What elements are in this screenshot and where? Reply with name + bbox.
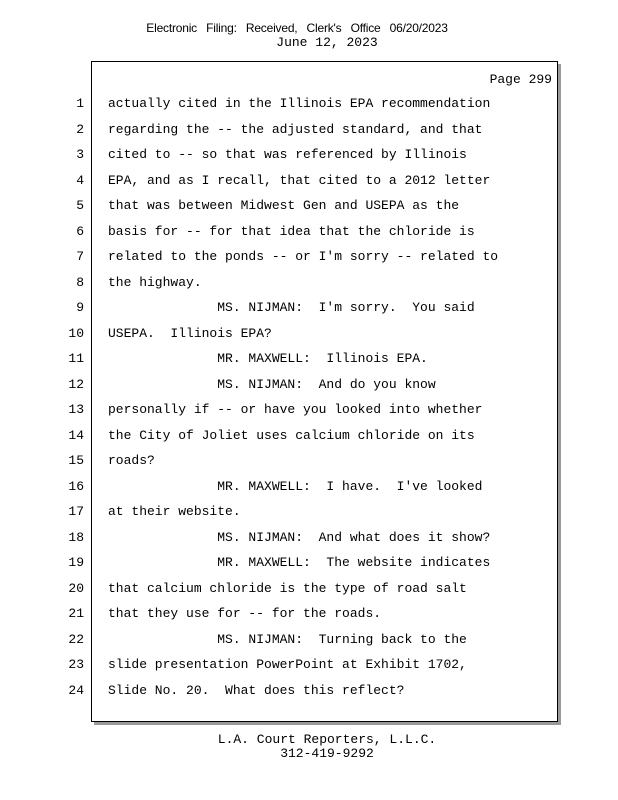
- transcript-line: [0, 530, 618, 550]
- line-number: 4: [76, 172, 84, 188]
- line-text: that was between Midwest Gen and USEPA as the: [108, 198, 460, 213]
- line-number: 21: [68, 606, 84, 621]
- transcript-line: [0, 453, 618, 473]
- transcript-line: [0, 479, 618, 499]
- footer: [0, 733, 618, 761]
- transcript-line: [0, 657, 618, 677]
- line-text: the City of Joliet uses calcium chloride on its: [108, 427, 475, 443]
- line-number: 3: [76, 147, 84, 162]
- line-text: cited to -- so that was referenced by Illinois: [108, 147, 467, 162]
- transcript-line: [0, 402, 618, 422]
- line-text: that they use for -- for the roads.: [108, 606, 382, 621]
- transcript-line: [0, 224, 618, 244]
- transcript-line: [0, 606, 618, 626]
- line-text: regarding the -- the adjusted standard, and that: [108, 121, 483, 137]
- line-number: 20: [68, 580, 84, 596]
- filing-stamp: Electronic Filing: Received, Clerk's Office 06/20/2023: [146, 21, 448, 35]
- line-text: that calcium chloride is the type of road salt: [108, 580, 467, 596]
- line-text: MR. MAXWELL: I have. I've looked: [108, 478, 483, 494]
- line-text: the highway.: [108, 274, 202, 290]
- transcript-line: [0, 275, 618, 295]
- line-text: roads?: [108, 453, 155, 468]
- line-number: 8: [76, 274, 84, 290]
- line-text: at their website.: [108, 504, 241, 519]
- line-number: 9: [76, 300, 84, 315]
- transcript-line: [0, 300, 618, 320]
- transcript-line: [0, 96, 618, 116]
- line-number: 6: [76, 223, 84, 239]
- line-text: actually cited in the Illinois EPA recommendation: [108, 96, 491, 111]
- line-text: MS. NIJMAN: Turning back to the: [108, 631, 467, 647]
- line-text: basis for -- for that idea that the chloride is: [108, 223, 475, 239]
- line-text: MS. NIJMAN: I'm sorry. You said: [108, 300, 475, 315]
- line-number: 24: [68, 682, 84, 698]
- line-text: slide presentation PowerPoint at Exhibit 1702,: [108, 657, 467, 672]
- line-text: MS. NIJMAN: And what does it show?: [108, 529, 491, 545]
- line-text: USEPA. Illinois EPA?: [108, 325, 272, 341]
- reporter-company: L.A. Court Reporters, L.L.C.: [217, 732, 437, 747]
- transcript-line: [0, 249, 618, 269]
- page-number: Page 299: [489, 72, 552, 87]
- line-number: 1: [76, 96, 84, 111]
- line-number: 17: [68, 504, 84, 519]
- transcript-date: June 12, 2023: [276, 35, 378, 50]
- transcript-line: [0, 147, 618, 167]
- line-number: 5: [76, 198, 84, 213]
- transcript-line: [0, 351, 618, 371]
- reporter-phone: 312-419-9292: [280, 746, 374, 761]
- line-number: 23: [68, 657, 84, 672]
- line-number: 13: [68, 402, 84, 417]
- line-text: MR. MAXWELL: The website indicates: [108, 555, 491, 570]
- line-text: MR. MAXWELL: Illinois EPA.: [108, 351, 428, 366]
- transcript-line: [0, 326, 618, 346]
- line-number: 12: [68, 376, 84, 392]
- line-text: personally if -- or have you looked into whether: [108, 402, 483, 417]
- line-number: 22: [68, 631, 84, 647]
- line-number: 19: [68, 555, 84, 570]
- transcript-line: [0, 173, 618, 193]
- transcript-line: [0, 377, 618, 397]
- line-number: 15: [68, 453, 84, 468]
- line-number: 14: [68, 427, 84, 443]
- line-text: MS. NIJMAN: And do you know: [108, 376, 436, 392]
- transcript-line: [0, 683, 618, 703]
- line-text: EPA, and as I recall, that cited to a 2012 letter: [108, 172, 491, 188]
- line-number: 16: [68, 478, 84, 494]
- line-text: related to the ponds -- or I'm sorry -- related to: [108, 249, 499, 264]
- line-number: 7: [76, 249, 84, 264]
- transcript-line: [0, 504, 618, 524]
- line-number: 10: [68, 325, 84, 341]
- transcript-line: [0, 555, 618, 575]
- line-number: 18: [68, 529, 84, 545]
- line-number: 11: [68, 351, 84, 366]
- transcript-line: [0, 428, 618, 448]
- transcript-line: [0, 198, 618, 218]
- transcript-line: [0, 632, 618, 652]
- transcript-line: [0, 122, 618, 142]
- line-number: 2: [76, 121, 84, 137]
- line-text: Slide No. 20. What does this reflect?: [108, 682, 405, 698]
- transcript-line: [0, 581, 618, 601]
